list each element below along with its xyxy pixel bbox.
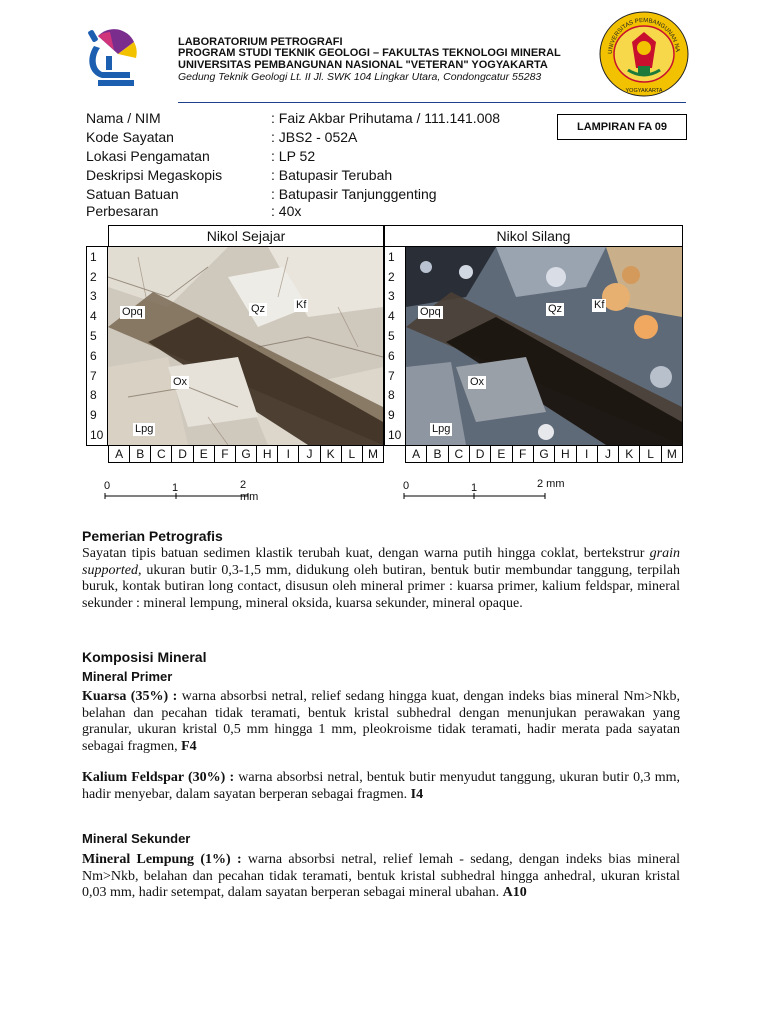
header-program: PROGRAM STUDI TEKNIK GEOLOGI – FAKULTAS TEKNOLOGI MINERAL <box>178 47 561 59</box>
info-label-lokasi: Lokasi Pengamatan <box>86 148 210 164</box>
kuarsa-text: warna absorbsi netral, relief sedang hingga kuat, dengan indeks bias mineral Nm>Nkb, belahan dan pecahan tidak teramati, bentuk kristal subhedral dengan menunjukan perawakan yang granular, ukuran kristal 0,5 mm hingga 1 mm, pleokroisme tidak teramati, hadir merata pada sayatan sebagai fragmen, <box>82 689 680 754</box>
row-label: 9 <box>388 408 395 423</box>
panel-title-nikol-silang: Nikol Silang <box>384 225 683 246</box>
row-label: 7 <box>388 368 395 383</box>
header-rule <box>178 102 686 103</box>
lempung-text: warna absorbsi netral, relief lemah - sedang, dengan indeks bias mineral Nm>Nkb, belahan dan pecahan tidak teramati, bentuk kristal subhedral hingga anhedral, ukuran kristal 0,03 mm, hadir setempat, dalam sayatan berperan sebagai mineral ubahan. <box>82 852 680 900</box>
kuarsa-paragraph <box>82 689 680 755</box>
row-label: 3 <box>90 289 97 304</box>
col-label: L <box>640 446 661 462</box>
info-label-satuan: Satuan Batuan <box>86 186 179 202</box>
col-label: G <box>236 446 257 462</box>
col-label: J <box>299 446 320 462</box>
row-label: 2 <box>388 269 395 284</box>
col-label: E <box>194 446 215 462</box>
row-label: 1 <box>90 249 97 264</box>
scale-two: 2 mm <box>537 478 565 490</box>
scale-line <box>403 492 553 500</box>
label-lpg: Lpg <box>432 423 451 435</box>
row-index-left <box>86 246 108 446</box>
row-label: 4 <box>90 309 97 324</box>
lab-logo <box>84 28 142 88</box>
row-index-right <box>384 246 406 446</box>
pemerian-paragraph <box>82 546 680 612</box>
row-label: 8 <box>90 388 97 403</box>
info-value-perbesaran: : 40x <box>271 203 302 219</box>
column-index-right <box>405 446 683 463</box>
col-label: I <box>278 446 299 462</box>
row-label: 5 <box>388 329 395 344</box>
column-index-left <box>108 446 384 463</box>
col-label: D <box>172 446 193 462</box>
pemerian-text-2: ukuran butir 0,3-1,5 mm, didukung oleh butiran, bentuk butir membundar tanggung, terpilah buruk, kontak butiran long contact, disusun oleh mineral primer : kuarsa primer, kalium feldspar, mineral sekunder : mineral lempung, mineral oksida, kuarsa sekunder, mineral opaque. <box>82 562 680 611</box>
heading-pemerian: Pemerian Petrografis <box>82 528 223 544</box>
lempung-label: Mineral Lempung (1%) : <box>82 852 242 867</box>
info-label-nama: Nama / NIM <box>86 110 161 126</box>
info-value-deskripsi: : Batupasir Terubah <box>271 167 393 183</box>
scale-one: 1 <box>471 482 478 494</box>
col-label: M <box>367 447 378 461</box>
info-label-perbesaran: Perbesaran <box>86 203 159 219</box>
row-label: 1 <box>388 249 395 264</box>
row-label: 6 <box>388 348 395 363</box>
col-label: K <box>619 446 640 462</box>
svg-text:YOGYAKARTA: YOGYAKARTA <box>625 88 663 94</box>
scale-bar-left <box>104 478 264 503</box>
col-label: H <box>555 446 576 462</box>
header-university: UNIVERSITAS PEMBANGUNAN NASIONAL "VETERAN" YOGYAKARTA <box>178 59 548 71</box>
lampiran-badge: LAMPIRAN FA 09 <box>557 114 687 140</box>
scale-bar-right <box>403 478 573 500</box>
row-label: 9 <box>90 408 97 423</box>
row-label: 8 <box>388 388 395 403</box>
heading-mineral-sekunder: Mineral Sekunder <box>82 831 191 846</box>
col-label: B <box>130 446 151 462</box>
row-label: 3 <box>388 289 395 304</box>
col-label: G <box>534 446 555 462</box>
col-label: M <box>666 447 677 461</box>
col-label: L <box>342 446 363 462</box>
photomicrograph-nikol-sejajar <box>107 246 384 446</box>
col-label: K <box>321 446 342 462</box>
col-label: A <box>406 446 427 462</box>
label-kf: Kf <box>296 299 307 311</box>
info-label-deskripsi: Deskripsi Megaskopis <box>86 167 223 183</box>
scale-zero: 0 <box>403 480 410 492</box>
info-value-lokasi: : LP 52 <box>271 148 316 164</box>
col-label: I <box>577 446 598 462</box>
kf-text: warna absorbsi netral, bentuk butir menyudut tanggung, ukuran butir 0,3 mm, hadir menyebar, dalam sayatan berperan sebagai fragmen. <box>82 770 680 802</box>
heading-mineral-primer: Mineral Primer <box>82 669 173 684</box>
kalium-feldspar-paragraph <box>82 770 680 803</box>
heading-komposisi: Komposisi Mineral <box>82 649 207 665</box>
pemerian-text-1: Sayatan tipis batuan sedimen klastik terubah kuat, dengan warna putih hingga coklat, bertekstrur <box>82 546 650 561</box>
scale-line <box>104 492 254 500</box>
scale-one: 1 <box>172 482 179 494</box>
label-ox: Ox <box>173 376 188 388</box>
row-label: 4 <box>388 309 395 324</box>
col-label: J <box>598 446 619 462</box>
col-label: C <box>449 446 470 462</box>
label-qz: Qz <box>251 303 266 315</box>
row-label: 10 <box>388 428 402 443</box>
row-label: 2 <box>90 269 97 284</box>
university-seal <box>598 10 690 98</box>
info-value-nama: : Faiz Akbar Prihutama / 111.141.008 <box>271 110 501 126</box>
row-label: 10 <box>90 428 104 443</box>
header-address: Gedung Teknik Geologi Lt. II Jl. SWK 104 Lingkar Utara, Condongcatur 55283 <box>178 71 542 83</box>
scale-zero: 0 <box>104 480 111 492</box>
label-kf: Kf <box>594 299 605 311</box>
col-label: F <box>513 446 534 462</box>
panel-title-nikol-sejajar: Nikol Sejajar <box>108 225 384 246</box>
info-value-satuan: : Batupasir Tanjunggenting <box>271 186 437 202</box>
info-label-kode: Kode Sayatan <box>86 129 174 145</box>
label-qz: Qz <box>548 303 563 315</box>
row-label: 7 <box>90 368 97 383</box>
kuarsa-label: Kuarsa (35%) : <box>82 689 178 704</box>
col-label: C <box>151 446 172 462</box>
pemerian-italic: grain supported, <box>82 546 680 578</box>
label-lpg: Lpg <box>135 423 154 435</box>
header-lab-name: LABORATORIUM PETROGRAFI <box>178 36 343 48</box>
info-value-kode: : JBS2 - 052A <box>271 129 358 145</box>
col-label: D <box>470 446 491 462</box>
photomicrograph-nikol-silang <box>405 246 683 446</box>
kuarsa-location: F4 <box>181 738 197 754</box>
label-ox: Ox <box>470 376 485 388</box>
col-label: F <box>215 446 236 462</box>
col-label: E <box>491 446 512 462</box>
col-label: H <box>257 446 278 462</box>
col-label: A <box>109 446 130 462</box>
row-label: 6 <box>90 348 97 363</box>
label-opq: Opq <box>420 306 441 318</box>
kf-label: Kalium Feldspar (30%) : <box>82 770 235 785</box>
lempung-paragraph <box>82 852 680 902</box>
row-label: 5 <box>90 329 97 344</box>
svg-text:UNIVERSITAS PEMBANGUNAN NASION: UNIVERSITAS PEMBANGUNAN NA <box>607 17 680 55</box>
col-label: B <box>427 446 448 462</box>
scale-two: 2 mm <box>240 479 259 503</box>
label-opq: Opq <box>122 306 143 318</box>
lempung-location: A10 <box>502 885 527 900</box>
kf-location: I4 <box>410 786 424 802</box>
